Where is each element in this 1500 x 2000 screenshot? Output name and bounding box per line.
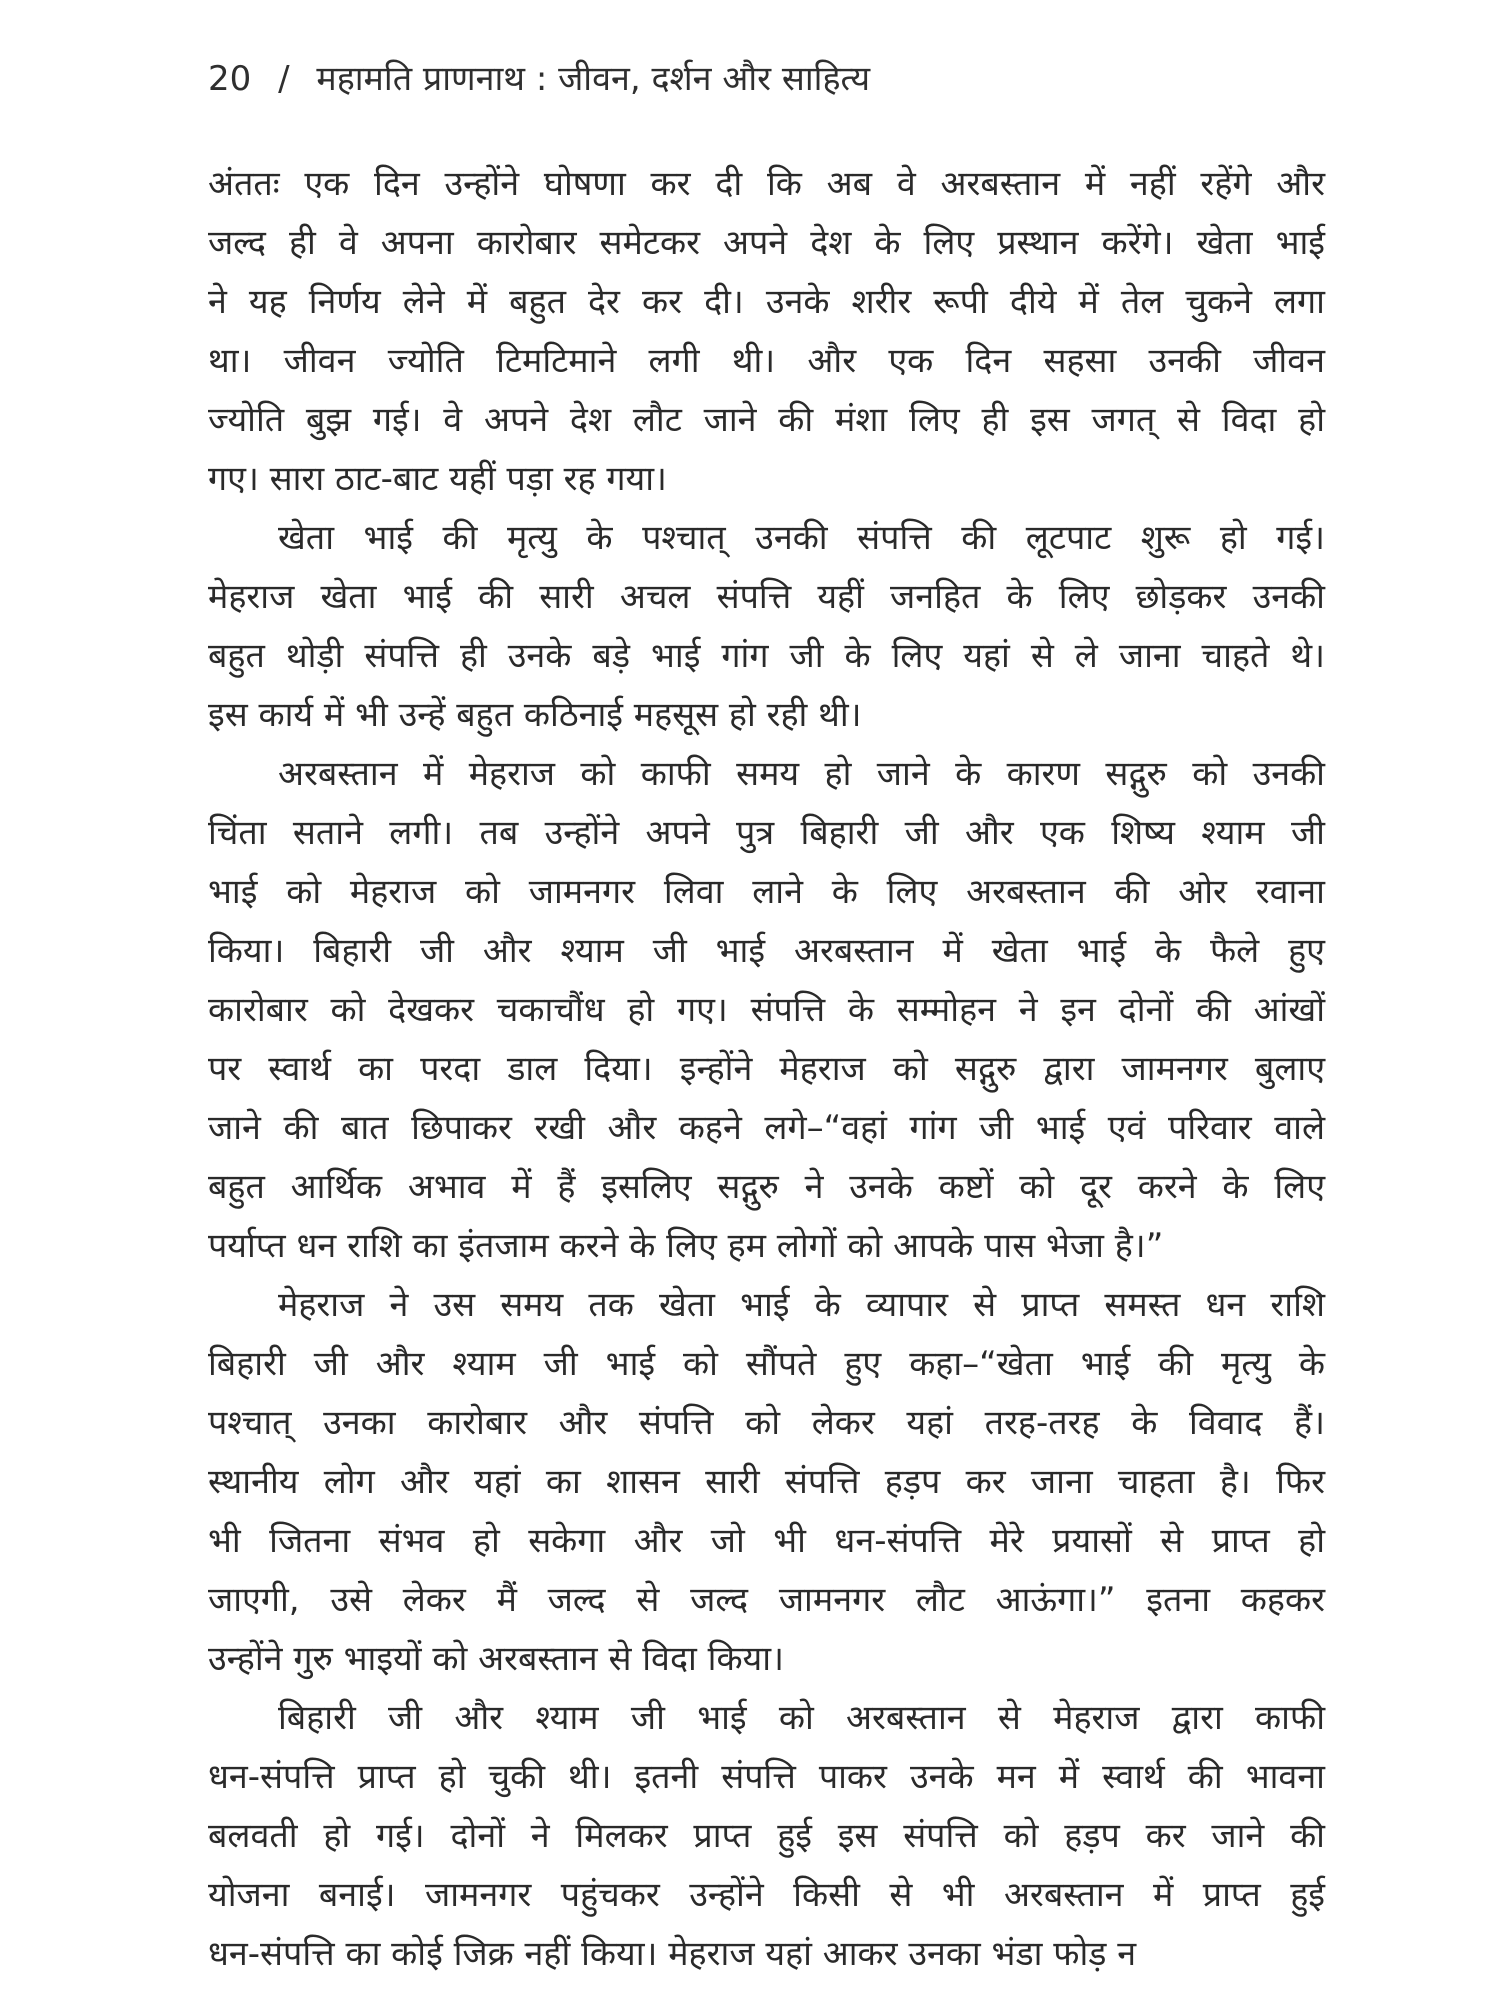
book-title: महामति प्राणनाथ : जीवन, दर्शन और साहित्य — [316, 59, 871, 99]
text-line: धन-संपत्ति का कोई जिक्र नहीं किया। मेहराज यहां आकर उनका भंडा फोड़ न — [208, 1934, 1137, 1974]
text-line: मेहराज ने उस समय तक खेता भाई के व्यापार से प्राप्त समस्त धन राशि — [278, 1285, 1325, 1325]
text-line: पर स्वार्थ का परदा डाल दिया। इन्होंने मेहराज को सद्गुरु द्वारा जामनगर बुलाए — [208, 1049, 1325, 1089]
text-line: योजना बनाई। जामनगर पहुंचकर उन्होंने किसी से भी अरबस्तान में प्राप्त हुई — [208, 1875, 1325, 1915]
text-line: इस कार्य में भी उन्हें बहुत कठिनाई महसूस हो रही थी। — [208, 695, 862, 735]
text-line: कारोबार को देखकर चकाचौंध हो गए। संपत्ति के सम्मोहन ने इन दोनों की आंखों — [208, 990, 1325, 1030]
text-line: पर्याप्त धन राशि का इंतजाम करने के लिए हम लोगों को आपके पास भेजा है।” — [208, 1226, 1164, 1266]
text-line: जाने की बात छिपाकर रखी और कहने लगे–“वहां गांग जी भाई एवं परिवार वाले — [208, 1108, 1325, 1148]
text-line: बहुत थोड़ी संपत्ति ही उनके बड़े भाई गांग जी के लिए यहां से ले जाना चाहते थे। — [208, 636, 1325, 676]
text-line: अंततः एक दिन उन्होंने घोषणा कर दी कि अब वे अरबस्तान में नहीं रहेंगे और — [208, 164, 1325, 204]
paragraph — [208, 1689, 1325, 1984]
text-line: बहुत आर्थिक अभाव में हैं इसलिए सद्गुरु ने उनके कष्टों को दूर करने के लिए — [208, 1167, 1325, 1207]
text-line: ज्योति बुझ गई। वे अपने देश लौट जाने की मंशा लिए ही इस जगत् से विदा हो — [208, 400, 1325, 440]
page-number: 20 — [208, 59, 252, 99]
text-line: भाई को मेहराज को जामनगर लिवा लाने के लिए अरबस्तान की ओर रवाना — [208, 872, 1325, 912]
text-line: उन्होंने गुरु भाइयों को अरबस्तान से विदा किया। — [208, 1639, 784, 1679]
text-line: जाएगी, उसे लेकर मैं जल्द से जल्द जामनगर लौट आऊंगा।” इतना कहकर — [208, 1580, 1325, 1620]
text-line: धन-संपत्ति प्राप्त हो चुकी थी। इतनी संपत्ति पाकर उनके मन में स्वार्थ की भावना — [208, 1757, 1325, 1797]
paragraph — [208, 155, 1325, 509]
header-separator: / — [278, 59, 290, 99]
text-line: चिंता सताने लगी। तब उन्होंने अपने पुत्र बिहारी जी और एक शिष्य श्याम जी — [208, 813, 1325, 853]
text-line: अरबस्तान में मेहराज को काफी समय हो जाने के कारण सद्गुरु को उनकी — [278, 754, 1325, 794]
body-text — [208, 155, 1325, 1984]
text-line: बिहारी जी और श्याम जी भाई को अरबस्तान से मेहराज द्वारा काफी — [278, 1698, 1325, 1738]
text-line: खेता भाई की मृत्यु के पश्चात् उनकी संपत्ति की लूटपाट शुरू हो गई। — [278, 518, 1325, 558]
text-line: किया। बिहारी जी और श्याम जी भाई अरबस्तान में खेता भाई के फैले हुए — [208, 931, 1325, 971]
running-header — [208, 55, 1325, 103]
paragraph — [208, 509, 1325, 745]
paragraph — [208, 745, 1325, 1276]
text-line: जल्द ही वे अपना कारोबार समेटकर अपने देश के लिए प्रस्थान करेंगे। खेता भाई — [208, 223, 1325, 263]
text-line: पश्चात् उनका कारोबार और संपत्ति को लेकर यहां तरह-तरह के विवाद हैं। — [208, 1403, 1325, 1443]
text-line: बिहारी जी और श्याम जी भाई को सौंपते हुए कहा–“खेता भाई की मृत्यु के — [208, 1344, 1325, 1384]
text-line: था। जीवन ज्योति टिमटिमाने लगी थी। और एक दिन सहसा उनकी जीवन — [208, 341, 1325, 381]
text-line: बलवती हो गई। दोनों ने मिलकर प्राप्त हुई इस संपत्ति को हड़प कर जाने की — [208, 1816, 1325, 1856]
text-line: भी जितना संभव हो सकेगा और जो भी धन-संपत्ति मेरे प्रयासों से प्राप्त हो — [208, 1521, 1325, 1561]
text-line: मेहराज खेता भाई की सारी अचल संपत्ति यहीं जनहित के लिए छोड़कर उनकी — [208, 577, 1325, 617]
text-line: स्थानीय लोग और यहां का शासन सारी संपत्ति हड़प कर जाना चाहता है। फिर — [208, 1462, 1325, 1502]
text-line: ने यह निर्णय लेने में बहुत देर कर दी। उनके शरीर रूपी दीये में तेल चुकने लगा — [208, 282, 1325, 322]
paragraph — [208, 1276, 1325, 1689]
text-line: गए। सारा ठाट-बाट यहीं पड़ा रह गया। — [208, 459, 667, 499]
